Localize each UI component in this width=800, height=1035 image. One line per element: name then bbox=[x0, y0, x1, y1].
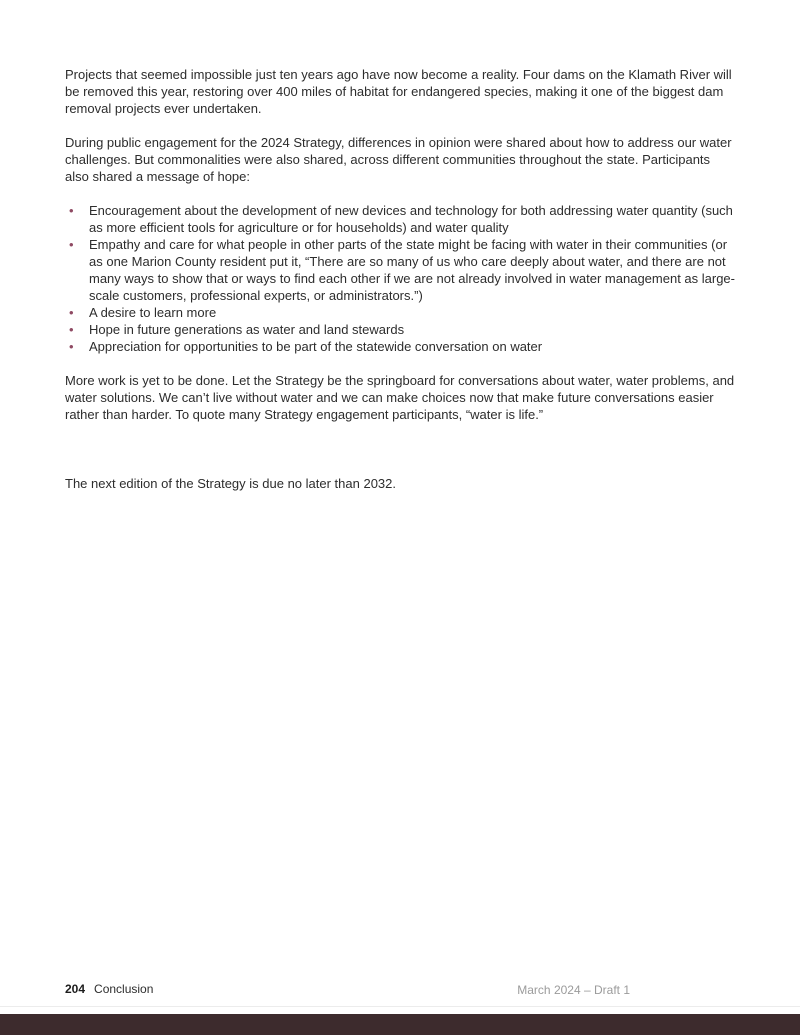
paragraph-engagement: During public engagement for the 2024 Strategy, differences in opinion were shared about how to address our water challenges. But commonalities were also shared, across different communities throughout the state. Participants also shared a message of hope: bbox=[65, 135, 732, 184]
list-item: • Encouragement about the development of new devices and technology for both addressing water quantity (such as more efficient tools for agriculture or for households) and water quality bbox=[89, 202, 735, 236]
hope-bullet-list bbox=[65, 202, 735, 355]
paragraph-more-work: More work is yet to be done. Let the Strategy be the springboard for conversations about water, water problems, and water solutions. We can’t live without water and we can make choices now that make future conversations easier rather than harder. To quote many Strategy engagement participants, “water is life.” bbox=[65, 373, 735, 422]
list-item: • Appreciation for opportunities to be part of the statewide conversation on water bbox=[89, 338, 735, 355]
footer-left bbox=[65, 982, 153, 996]
list-item: • Empathy and care for what people in other parts of the state might be facing with water in their communities (or as one Marion County resident put it, “There are so many of us who care deeply about water, and there are not many ways to show that or ways to find each other if we are not already involved in water management as large-scale customers, professional experts, or administrators.”) bbox=[89, 236, 735, 304]
list-item: • A desire to learn more bbox=[89, 304, 735, 321]
paragraph-projects: Projects that seemed impossible just ten years ago have now become a reality. Four dams on the Klamath River will be removed this year, restoring over 400 miles of habitat for endangered species, making it one of the biggest dam removal projects ever undertaken. bbox=[65, 67, 732, 116]
list-item: • Hope in future generations as water and land stewards bbox=[89, 321, 735, 338]
page-number: 204 bbox=[65, 982, 86, 996]
page-content bbox=[65, 66, 735, 509]
footer-bar bbox=[0, 1014, 800, 1035]
paragraph-next-edition: The next edition of the Strategy is due no later than 2032. bbox=[65, 476, 396, 491]
footer-rule bbox=[0, 1006, 800, 1007]
section-label: Conclusion bbox=[94, 982, 154, 996]
footer-draft-label: March 2024 – Draft 1 bbox=[517, 983, 630, 997]
